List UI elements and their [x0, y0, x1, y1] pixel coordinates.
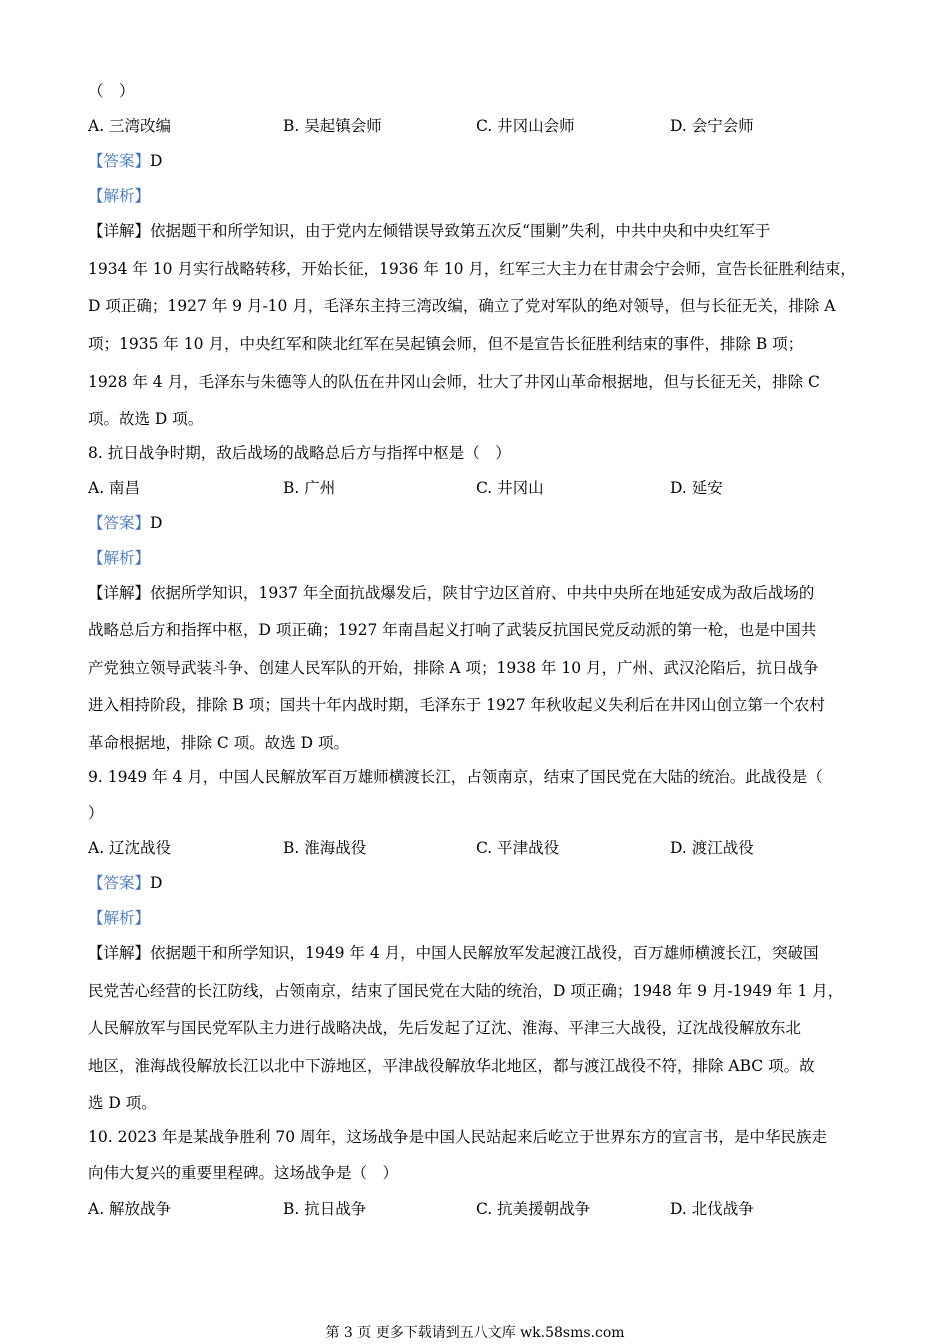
q9-detail-line-3: 人民解放军与国民党军队主力进行战略决战，先后发起了辽沈、淮海、平津三大战役，辽沈战役解放东北	[88, 1019, 802, 1037]
analysis-tag: 【解析】	[88, 549, 151, 567]
detail-text: 依据题干和所学知识，1949 年 4 月，中国人民解放军发起渡江战役，百万雄师横渡长江，突破国	[150, 944, 819, 962]
q8-option-a: A. 南昌	[88, 479, 141, 497]
q10-option-d: D. 北伐战争	[670, 1200, 754, 1218]
q7-analysis-heading	[88, 186, 150, 206]
q10-stem-line-2: 向伟大复兴的重要里程碑。这场战争是（ ）	[88, 1164, 399, 1182]
q9-option-d: D. 渡江战役	[670, 839, 754, 857]
analysis-tag: 【解析】	[88, 187, 151, 205]
answer-tag: 【答案】	[88, 514, 151, 532]
q9-option-a: A. 辽沈战役	[88, 839, 172, 857]
q8-option-d: D. 延安	[670, 479, 723, 497]
q9-detail-line-5: 选 D 项。	[88, 1094, 157, 1112]
q9-stem-line-2: ）	[88, 804, 104, 822]
q8-detail-line-1	[88, 583, 814, 603]
answer-tag: 【答案】	[88, 874, 151, 892]
q10-stem-line-1: 10. 2023 年是某战争胜利 70 周年，这场战争是中国人民站起来后屹立于世界东方的宣言书，是中华民族走	[88, 1128, 828, 1146]
q8-detail-line-2: 战略总后方和指挥中枢，D 项正确；1927 年南昌起义打响了武装反抗国民党反动派的第一枪，也是中国共	[88, 621, 817, 639]
q9-analysis-heading	[88, 908, 150, 928]
detail-text: 依据所学知识，1937 年全面抗战爆发后，陕甘宁边区首府、中共中央所在地延安成为敌后战场的	[150, 584, 815, 602]
q8-option-b: B. 广州	[283, 479, 336, 497]
q7-detail-line-2: 1934 年 10 月实行战略转移，开始长征，1936 年 10 月，红军三大主力在甘肃会宁会师，宣告长征胜利结束，	[88, 260, 856, 278]
q10-option-a: A. 解放战争	[88, 1200, 172, 1218]
answer-value: D	[150, 874, 163, 892]
q7-stem-end: （ ）	[88, 82, 135, 100]
q8-answer	[88, 513, 162, 533]
q7-detail-line-6: 项。故选 D 项。	[88, 410, 204, 428]
q7-option-b: B. 吴起镇会师	[283, 117, 382, 135]
analysis-tag: 【解析】	[88, 909, 151, 927]
q9-stem-line-1: 9. 1949 年 4 月，中国人民解放军百万雄师横渡长江，占领南京，结束了国民党在大陆的统治。此战役是（	[88, 768, 823, 786]
q7-detail-line-4: 项；1935 年 10 月，中央红军和陕北红军在吴起镇会师，但不是宣告长征胜利结束的事件，排除 B 项；	[88, 335, 804, 353]
q8-detail-line-3: 产党独立领导武装斗争、创建人民军队的开始，排除 A 项；1938 年 10 月，广州、武汉沦陷后，抗日战争	[88, 659, 819, 677]
detail-tag: 【详解】	[88, 222, 151, 240]
q7-option-d: D. 会宁会师	[670, 117, 754, 135]
q9-answer	[88, 873, 162, 893]
q7-detail-line-1	[88, 221, 770, 241]
q7-option-c: C. 井冈山会师	[476, 117, 575, 135]
q10-option-b: B. 抗日战争	[283, 1200, 367, 1218]
answer-value: D	[150, 514, 163, 532]
q7-answer	[88, 151, 162, 171]
q8-option-c: C. 井冈山	[476, 479, 544, 497]
detail-text: 依据题干和所学知识，由于党内左倾错误导致第五次反“围剿”失利，中共中央和中央红军于	[150, 222, 771, 240]
answer-tag: 【答案】	[88, 152, 151, 170]
q9-option-c: C. 平津战役	[476, 839, 560, 857]
answer-value: D	[150, 152, 163, 170]
detail-tag: 【详解】	[88, 944, 151, 962]
detail-tag: 【详解】	[88, 584, 151, 602]
q7-option-a: A. 三湾改编	[88, 117, 172, 135]
q8-detail-line-5: 革命根据地，排除 C 项。故选 D 项。	[88, 734, 349, 752]
q8-analysis-heading	[88, 548, 150, 568]
q9-detail-line-2: 民党苦心经营的长江防线，占领南京，结束了国民党在大陆的统治，D 项正确；1948 年 9 月-1949 年 1 月，	[88, 982, 844, 1000]
q7-detail-line-3: D 项正确；1927 年 9 月-10 月，毛泽东主持三湾改编，确立了党对军队的绝对领导，但与长征无关，排除 A	[88, 297, 836, 315]
q10-option-c: C. 抗美援朝战争	[476, 1200, 591, 1218]
q8-detail-line-4: 进入相持阶段，排除 B 项；国共十年内战时期，毛泽东于 1927 年秋收起义失利后在井冈山创立第一个农村	[88, 696, 826, 714]
page-footer: 第 3 页 更多下载请到五八文库 wk.58sms.com	[325, 1325, 625, 1341]
q9-detail-line-4: 地区，淮海战役解放长江以北中下游地区，平津战役解放华北地区，都与渡江战役不符，排除 ABC 项。故	[88, 1057, 815, 1075]
q8-stem: 8. 抗日战争时期，敌后战场的战略总后方与指挥中枢是（ ）	[88, 444, 511, 462]
q9-option-b: B. 淮海战役	[283, 839, 367, 857]
q9-detail-line-1	[88, 943, 819, 963]
q7-detail-line-5: 1928 年 4 月，毛泽东与朱德等人的队伍在井冈山会师，壮大了井冈山革命根据地，但与长征无关，排除 C	[88, 373, 820, 391]
